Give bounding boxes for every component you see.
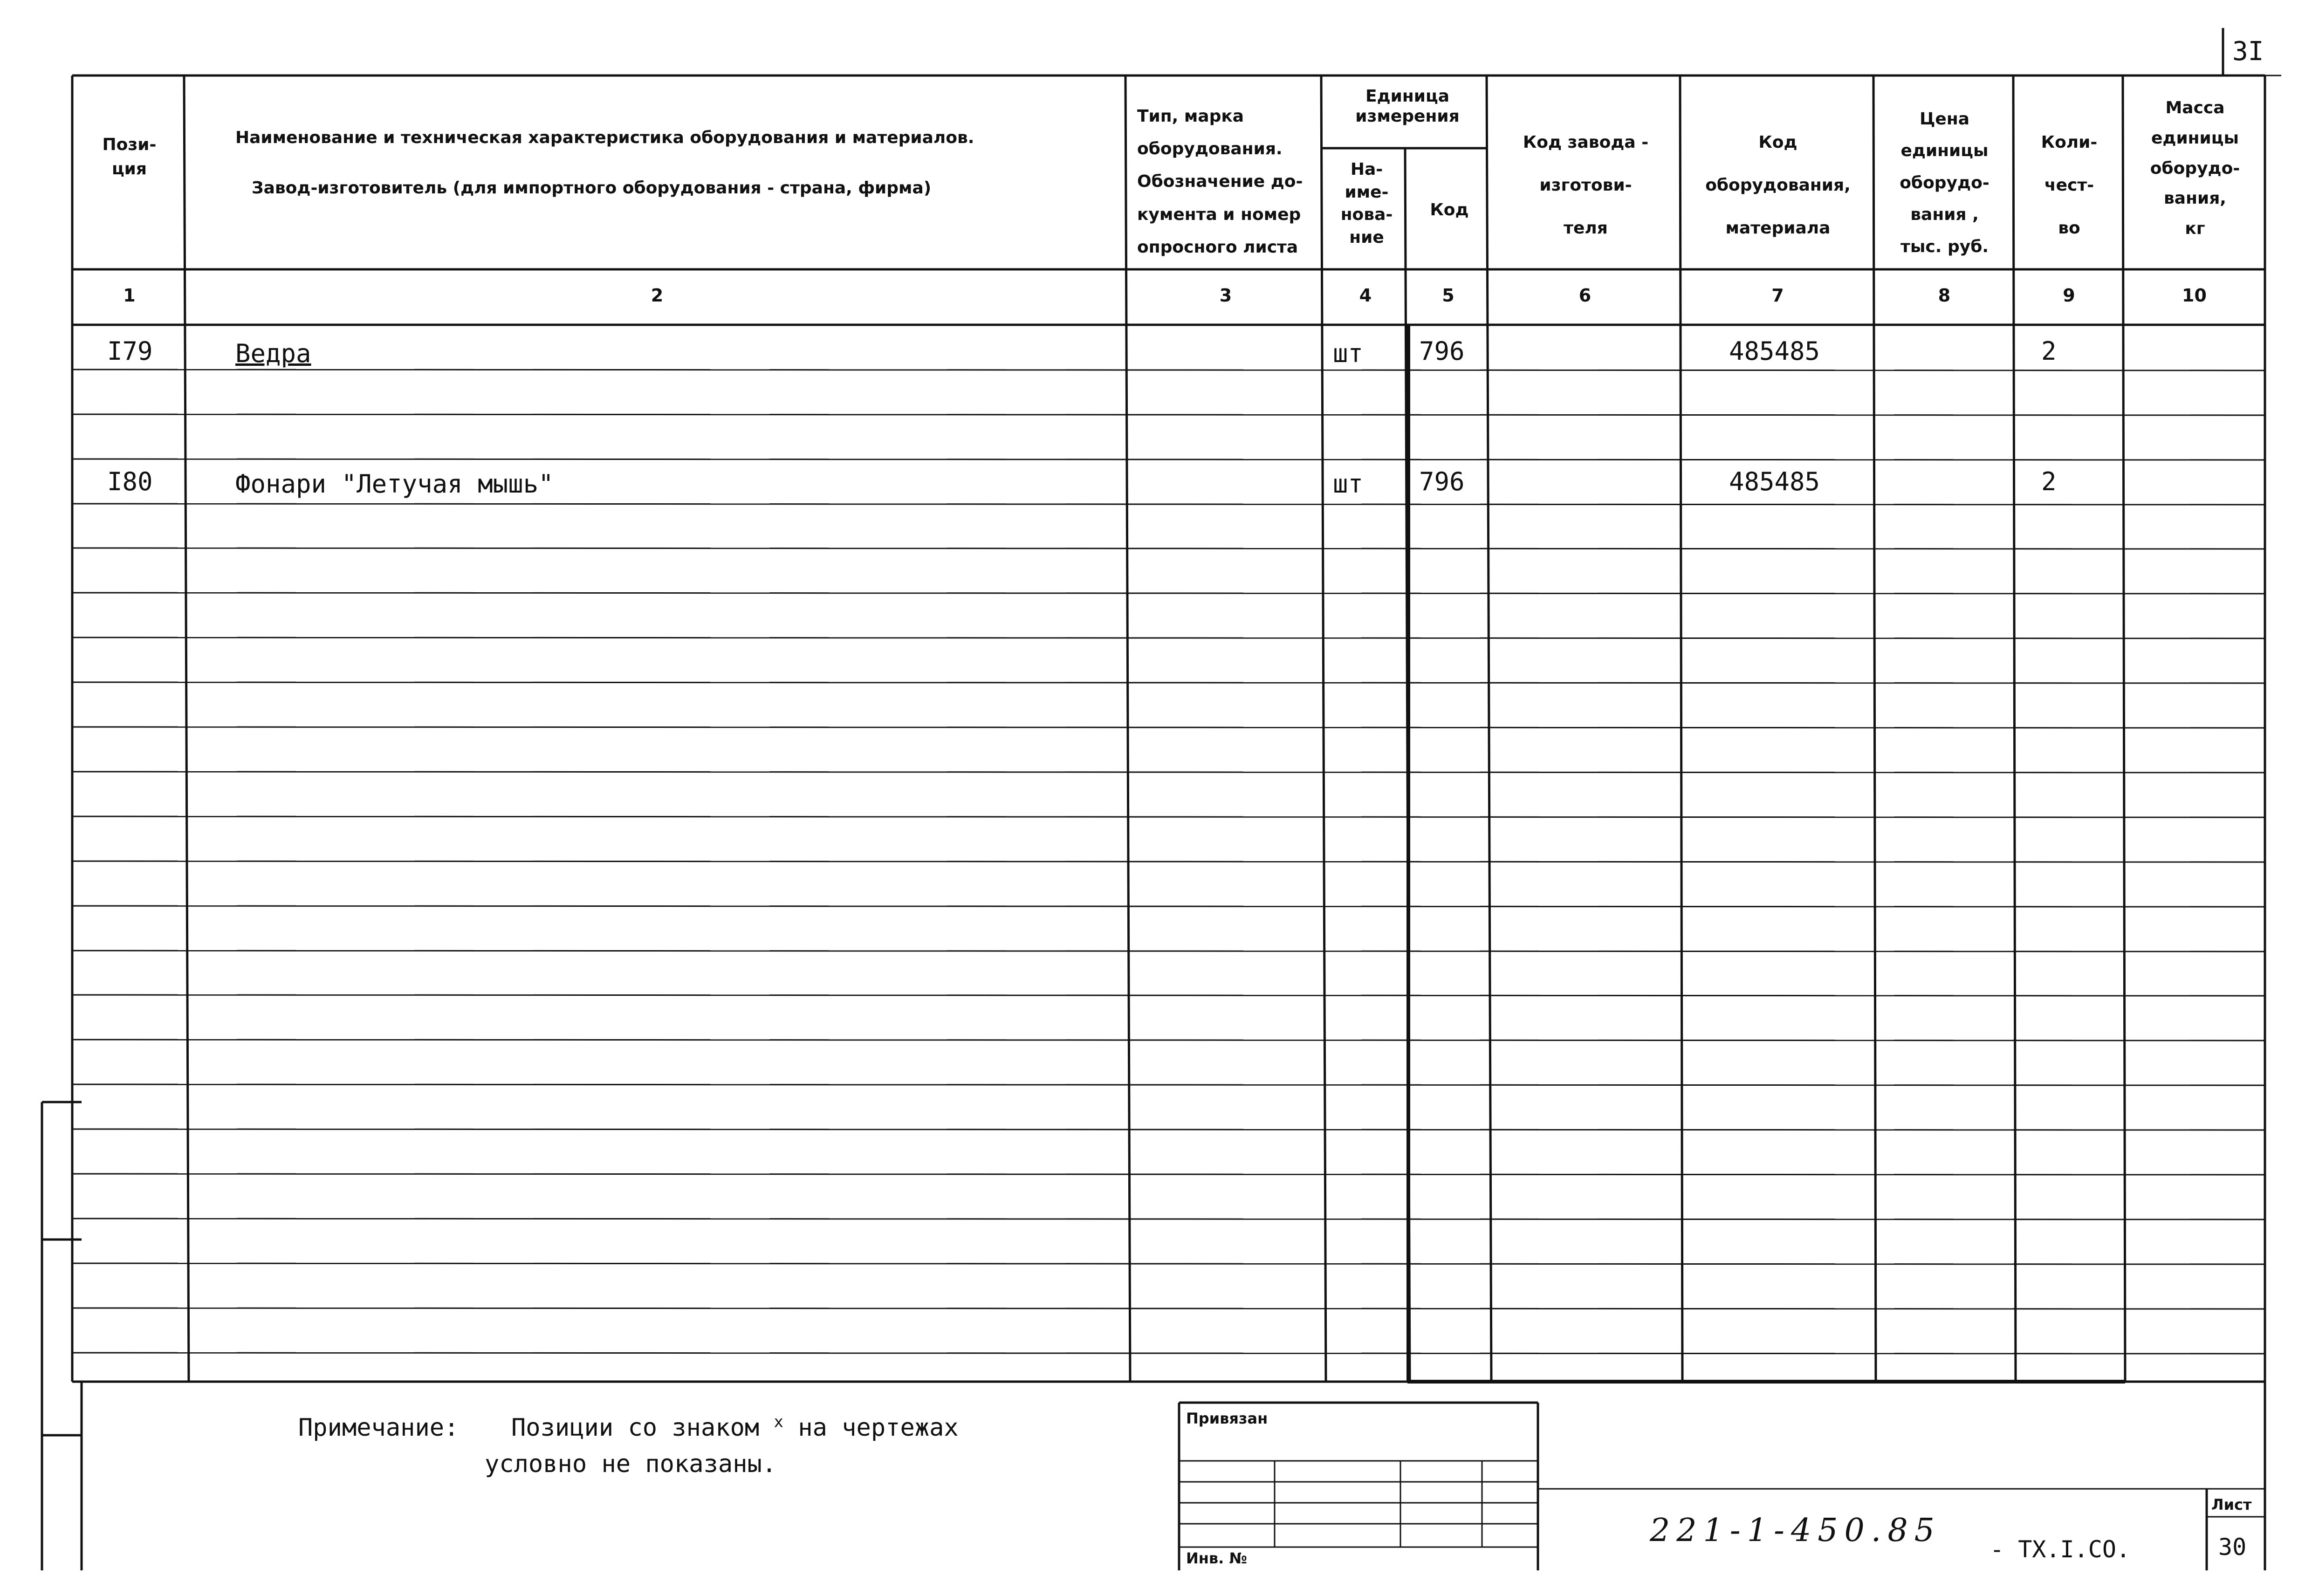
- row-line: [72, 772, 2265, 773]
- colnum-6: 6: [1578, 285, 1592, 306]
- row-unit-code: 796: [1419, 467, 1465, 496]
- row-name: Фонари "Летучая мышь": [235, 469, 554, 499]
- row-line: [72, 414, 2265, 415]
- header-unit-group: Единица измерения: [1355, 87, 1460, 126]
- colnum-7: 7: [1771, 285, 1784, 306]
- row-unit: шт: [1333, 469, 1364, 499]
- colnum-8: 8: [1938, 285, 1951, 306]
- note-mark: x: [774, 1412, 784, 1432]
- document-suffix: - ТХ.I.СО.: [1990, 1536, 2131, 1563]
- row-unit: шт: [1333, 339, 1364, 368]
- row-line: [72, 727, 2265, 728]
- note: [298, 1410, 1091, 1482]
- row-name: Ведра: [235, 339, 311, 368]
- header-col-10: Масса единицы оборудо- вания, кг: [2150, 98, 2240, 239]
- colnum-2: 2: [651, 285, 664, 306]
- header-col-7: Код оборудования, материала: [1705, 133, 1851, 238]
- header-col-2-line1: Наименование и техническая характеристика оборудования и материалов.: [235, 128, 974, 147]
- row-line: [72, 1353, 2265, 1354]
- row-line: [72, 995, 2265, 996]
- row-line: [72, 1129, 2265, 1130]
- table-row: [72, 336, 2265, 374]
- row-line: [72, 593, 2265, 594]
- note-line-2: условно не показаны.: [485, 1450, 777, 1478]
- header-col-2-line2: Завод-изготовитель (для импортного оборудования - страна, фирма): [252, 178, 932, 198]
- row-quantity: 2: [2041, 336, 2057, 366]
- colnum-9: 9: [2063, 285, 2075, 306]
- row-line: [72, 861, 2265, 862]
- row-quantity: 2: [2041, 467, 2057, 496]
- row-line: [72, 548, 2265, 549]
- row-material-code: 485485: [1729, 336, 1820, 366]
- header-col-1: Пози- ция: [102, 135, 157, 179]
- row-line: [72, 1263, 2265, 1264]
- row-line: [72, 1084, 2265, 1085]
- row-position: I80: [107, 467, 153, 496]
- header-col-3: Тип, марка оборудования. Обозначение до- кумента и номер опросного листа: [1137, 107, 1303, 257]
- note-line-1: [298, 1410, 1091, 1446]
- row-line: [72, 682, 2265, 683]
- bound-label: Привязан: [1186, 1410, 1268, 1427]
- inv-label: Инв. №: [1186, 1549, 1247, 1567]
- row-line: [72, 1174, 2265, 1175]
- row-line: [72, 1308, 2265, 1309]
- page-number: 3I: [2232, 36, 2264, 67]
- colnum-5: 5: [1442, 285, 1454, 306]
- header-col-9: Коли- чест- во: [2041, 133, 2098, 238]
- row-line: [72, 906, 2265, 907]
- sheet-label: Лист: [2211, 1496, 2252, 1514]
- row-line: [72, 1040, 2265, 1041]
- note-text-1: Позиции со знаком: [511, 1414, 760, 1442]
- table-row: [72, 467, 2265, 504]
- colnum-3: 3: [1219, 285, 1232, 306]
- row-position: I79: [107, 336, 153, 366]
- colnum-1: 1: [123, 285, 136, 306]
- header-col-4: На- име- нова- ние: [1340, 160, 1393, 247]
- document-code: 221-1-450.85: [1650, 1512, 1941, 1549]
- header-col-8: Цена единицы оборудо- вания , тыс. руб.: [1900, 110, 1990, 256]
- row-line: [72, 637, 2265, 638]
- sheet-number: 30: [2218, 1534, 2247, 1561]
- row-line: [72, 459, 2265, 460]
- colnum-10: 10: [2182, 285, 2207, 306]
- row-line: [72, 951, 2265, 952]
- header-col-5: Код: [1430, 200, 1469, 219]
- row-line: [72, 816, 2265, 817]
- note-label: Примечание:: [298, 1414, 459, 1442]
- colnum-4: 4: [1359, 285, 1372, 306]
- row-material-code: 485485: [1729, 467, 1820, 496]
- row-unit-code: 796: [1419, 336, 1465, 366]
- header-col-6: Код завода - изготови- теля: [1523, 133, 1649, 238]
- note-text-1-end: на чертежах: [798, 1414, 959, 1442]
